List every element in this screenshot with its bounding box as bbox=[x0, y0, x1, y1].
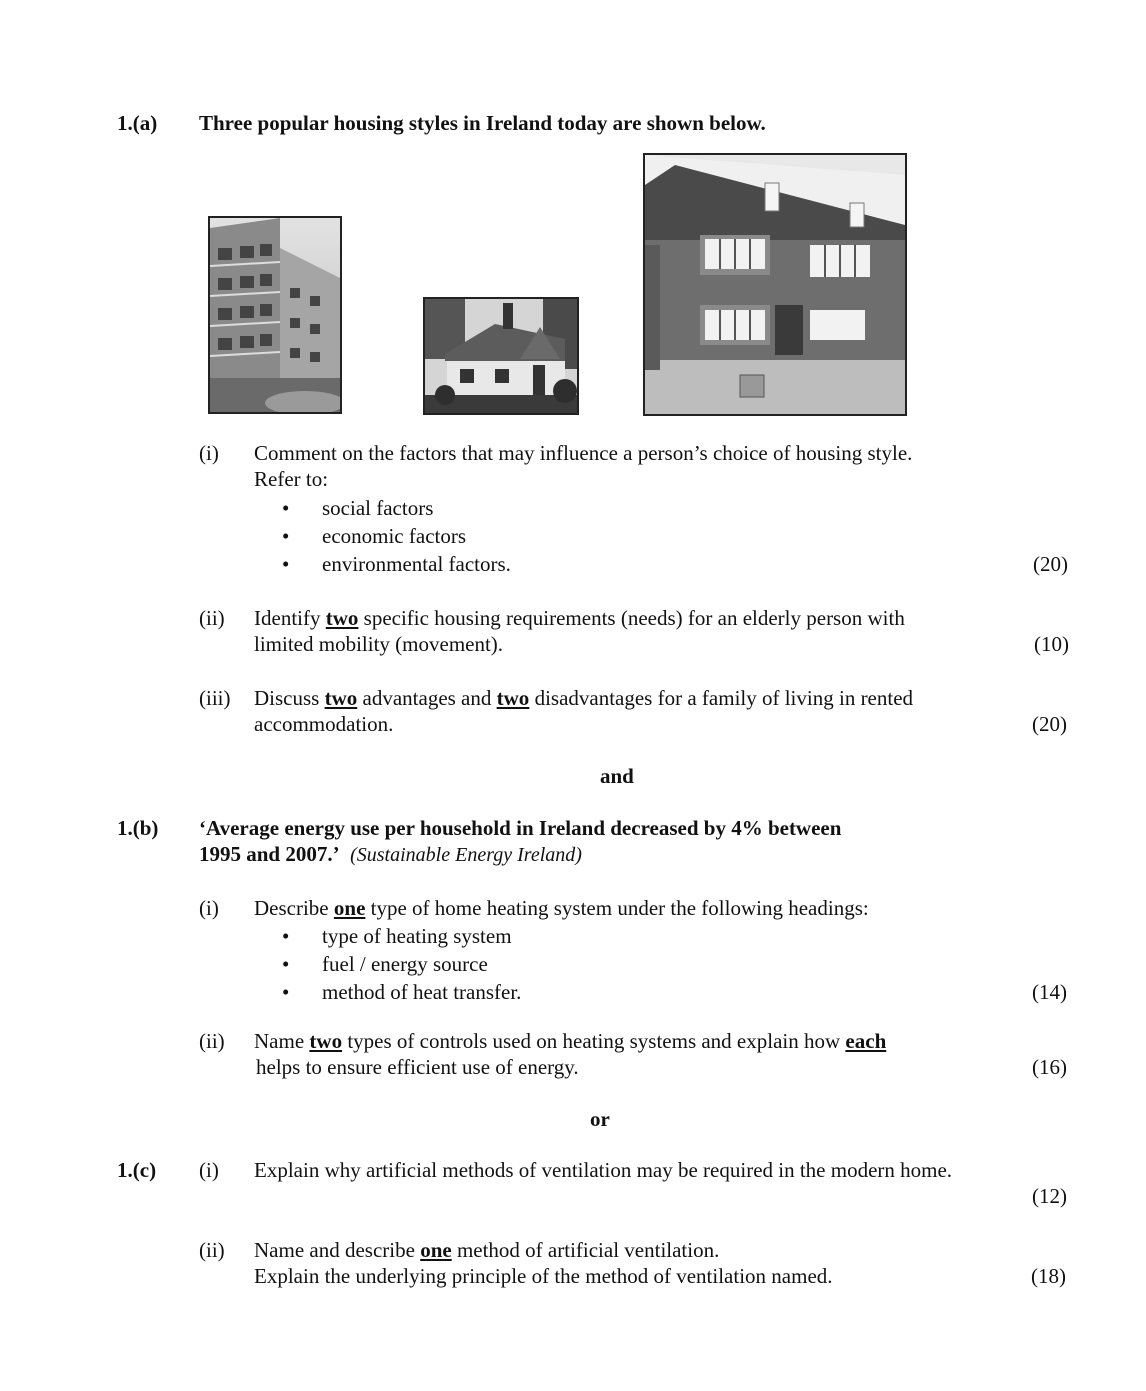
q1b-i-bullet-1: type of heating system bbox=[322, 924, 512, 948]
q1b-i-bullet-2: fuel / energy source bbox=[322, 952, 488, 976]
bullet-icon: • bbox=[282, 952, 290, 976]
q1a-iii-line2: accommodation. bbox=[254, 712, 394, 736]
q1a-i-marks: (20) bbox=[1033, 552, 1068, 576]
q1b-ii-line2: helps to ensure efficient use of energy. bbox=[256, 1055, 579, 1079]
q1b-quote-line1: ‘Average energy use per household in Ireland decreased by 4% between bbox=[199, 816, 842, 840]
q1a-i-bullet-2: economic factors bbox=[322, 524, 467, 548]
and-separator: and bbox=[600, 764, 634, 788]
q1b-ii-line1: Name two types of controls used on heating systems and explain how each bbox=[254, 1029, 887, 1053]
q1b-i-line1: Describe one type of home heating system under the following headings: bbox=[254, 896, 869, 920]
bullet-icon: • bbox=[282, 552, 290, 576]
q1b-ii-marks: (16) bbox=[1032, 1055, 1067, 1079]
q1a-iii-marks: (20) bbox=[1032, 712, 1067, 736]
q1b-i-bullet-3: method of heat transfer. bbox=[322, 980, 522, 1004]
q1a-ii-line1: Identify two specific housing requirements (needs) for an elderly person with bbox=[254, 606, 905, 630]
bullet-icon: • bbox=[282, 496, 290, 520]
q1c-number: 1.(c) bbox=[117, 1158, 157, 1182]
q1a-ii-line2: limited mobility (movement). bbox=[254, 632, 504, 656]
apartment-block-photo bbox=[208, 216, 342, 414]
q1c-i-marks: (12) bbox=[1032, 1184, 1067, 1208]
q1c-ii-line2: Explain the underlying principle of the method of ventilation named. bbox=[254, 1264, 833, 1288]
q1a-number: 1.(a) bbox=[117, 111, 158, 135]
cottage-photo bbox=[423, 297, 579, 415]
q1a-i-line2: Refer to: bbox=[254, 467, 329, 491]
q1b-number: 1.(b) bbox=[117, 816, 159, 840]
q1b-source: (Sustainable Energy Ireland) bbox=[350, 844, 582, 866]
q1c-ii-marks: (18) bbox=[1031, 1264, 1066, 1288]
q1a-iii-line1: Discuss two advantages and two disadvantages for a family of living in rented bbox=[254, 686, 914, 710]
q1a-ii-number: (ii) bbox=[199, 606, 225, 630]
q1c-i-number: (i) bbox=[199, 1158, 219, 1182]
q1a-heading: Three popular housing styles in Ireland today are shown below. bbox=[199, 111, 766, 135]
q1a-i-number: (i) bbox=[199, 441, 219, 465]
q1a-i-line1: Comment on the factors that may influence a person’s choice of housing style. bbox=[254, 441, 913, 465]
bullet-icon: • bbox=[282, 980, 290, 1004]
q1a-i-bullet-3: environmental factors. bbox=[322, 552, 511, 576]
or-separator: or bbox=[590, 1107, 610, 1131]
bullet-icon: • bbox=[282, 924, 290, 948]
q1b-quote-line2: 1995 and 2007.’ (Sustainable Energy Ireland) bbox=[199, 842, 582, 866]
bullet-icon: • bbox=[282, 524, 290, 548]
q1c-ii-line1: Name and describe one method of artificial ventilation. bbox=[254, 1238, 720, 1262]
q1c-i-text: Explain why artificial methods of ventilation may be required in the modern home. bbox=[254, 1158, 953, 1182]
terraced-houses-photo bbox=[643, 153, 907, 416]
q1b-ii-number: (ii) bbox=[199, 1029, 225, 1053]
q1a-iii-number: (iii) bbox=[199, 686, 231, 710]
q1a-i-bullet-1: social factors bbox=[322, 496, 434, 520]
q1b-i-number: (i) bbox=[199, 896, 219, 920]
q1a-ii-marks: (10) bbox=[1034, 632, 1069, 656]
q1b-i-marks: (14) bbox=[1032, 980, 1067, 1004]
q1c-ii-number: (ii) bbox=[199, 1238, 225, 1262]
